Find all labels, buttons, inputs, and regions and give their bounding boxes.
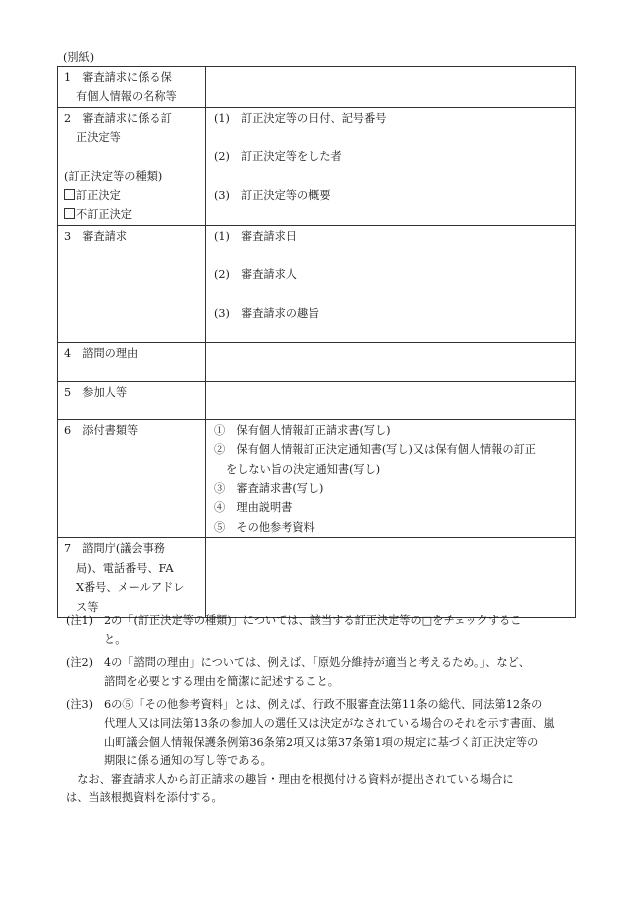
attachment-item: ① 保有個人情報訂正請求書(写し) xyxy=(214,423,391,437)
review-request-form-table xyxy=(57,66,576,618)
checkbox-icon[interactable] xyxy=(64,208,75,219)
annex-label: (別紙) xyxy=(63,51,95,64)
row-consulting-agency xyxy=(58,538,576,618)
row-4-label-line: 4 諮問の理由 xyxy=(64,346,139,360)
closing-line: なお、審査請求人から訂正請求の趣旨・理由を根拠付ける資料が提出されている場合に xyxy=(66,772,514,786)
note-line: 山町議会個人情報保護条例第36条第2項又は第37条第1項の規定に基づく訂正決定等の xyxy=(104,735,539,749)
note-label: (注2) xyxy=(66,656,94,670)
row-2-label-line: 2 審査請求に係る訂 xyxy=(64,111,172,125)
row-1-label xyxy=(58,67,206,108)
note-line: と。 xyxy=(104,632,127,646)
checkbox-label: 訂正決定 xyxy=(76,189,121,203)
attachment-item: ⑤ その他参考資料 xyxy=(214,520,315,534)
row-3-label xyxy=(58,225,206,342)
row-review-request xyxy=(58,225,576,342)
attachment-item: ③ 審査請求書(写し) xyxy=(214,482,324,496)
decision-maker: (2) 訂正決定等をした者 xyxy=(214,150,342,164)
decision-kind-label: (訂正決定等の種類) xyxy=(64,169,163,183)
note-line: 代理人又は同法第13条の参加人の選任又は決定がなされている場合のそれを示す書面、嵐 xyxy=(104,716,555,730)
row-2-label xyxy=(58,107,206,225)
note-line: 諮問を必要とする理由を簡潔に記述すること。 xyxy=(104,674,339,688)
row-3-label-line: 3 審査請求 xyxy=(64,229,128,243)
row-6-label-line: 6 添付書類等 xyxy=(64,423,139,437)
row-7-label-line: 局)、電話番号、FA xyxy=(76,561,174,575)
row-correction-decision xyxy=(58,107,576,225)
checkbox-correction-decision[interactable] xyxy=(64,186,205,205)
note-3 xyxy=(66,696,586,770)
row-1-label-line: 有個人情報の名称等 xyxy=(76,90,177,104)
note-label: (注3) xyxy=(66,698,94,712)
note-line: 期限に係る通知の写し等である。 xyxy=(104,754,272,768)
decision-summary: (3) 訂正決定等の概要 xyxy=(214,188,331,202)
row-4-label xyxy=(58,342,206,381)
row-participants xyxy=(58,381,576,419)
attachment-item: ② 保有個人情報訂正決定通知書(写し)又は保有個人情報の訂正 xyxy=(214,443,536,457)
note-label: (注1) xyxy=(66,614,94,627)
review-request-date: (1) 審査請求日 xyxy=(214,229,297,243)
row-7-label-line: 7 諮問庁(議会事務 xyxy=(64,542,165,556)
row-6-value xyxy=(206,419,576,537)
checkbox-non-correction-decision[interactable] xyxy=(64,205,205,224)
notes-section xyxy=(66,612,586,808)
row-attachments xyxy=(58,419,576,537)
review-requester: (2) 審査請求人 xyxy=(214,268,297,282)
attachment-item-continued: をしない旨の決定通知書(写し) xyxy=(226,462,381,476)
closing-paragraph xyxy=(66,771,586,808)
note-line: 6の⑤「その他参考資料」とは、例えば、行政不服審査法第11条の総代、同法第12条の xyxy=(104,698,543,712)
row-1-label-line: 1 審査請求に係る保 xyxy=(64,71,172,84)
attachment-item: ④ 理由説明書 xyxy=(214,501,293,515)
row-5-label-line: 5 参加人等 xyxy=(64,385,128,399)
checkbox-icon[interactable] xyxy=(64,189,75,200)
row-1-value[interactable] xyxy=(206,67,576,108)
row-3-value xyxy=(206,225,576,342)
row-2-label-line: 正決定等 xyxy=(76,131,121,145)
row-4-value[interactable] xyxy=(206,342,576,381)
row-7-label xyxy=(58,538,206,618)
note-line: 4の「諮問の理由」については、例えば、「原処分維持が適当と考えるため。」、など、 xyxy=(104,656,530,670)
row-consultation-reason xyxy=(58,342,576,381)
row-7-label-line: X番号、メールアドレ xyxy=(76,581,185,595)
row-6-label xyxy=(58,419,206,537)
note-1 xyxy=(66,612,586,649)
row-5-value[interactable] xyxy=(206,381,576,419)
note-line: 2の「(訂正決定等の種類)」については、該当する訂正決定等の□をチェックするこ xyxy=(104,614,522,627)
note-2 xyxy=(66,654,586,691)
row-5-label xyxy=(58,381,206,419)
row-personal-info-name xyxy=(58,67,576,108)
row-7-value[interactable] xyxy=(206,538,576,618)
closing-line: は、当該根拠資料を添付する。 xyxy=(66,791,223,805)
row-2-value xyxy=(206,107,576,225)
row-7-label-line: ス等 xyxy=(76,600,99,614)
decision-date-number: (1) 訂正決定等の日付、記号番号 xyxy=(214,111,387,125)
checkbox-label: 不訂正決定 xyxy=(76,208,132,222)
review-request-purpose: (3) 審査請求の趣旨 xyxy=(214,306,320,320)
